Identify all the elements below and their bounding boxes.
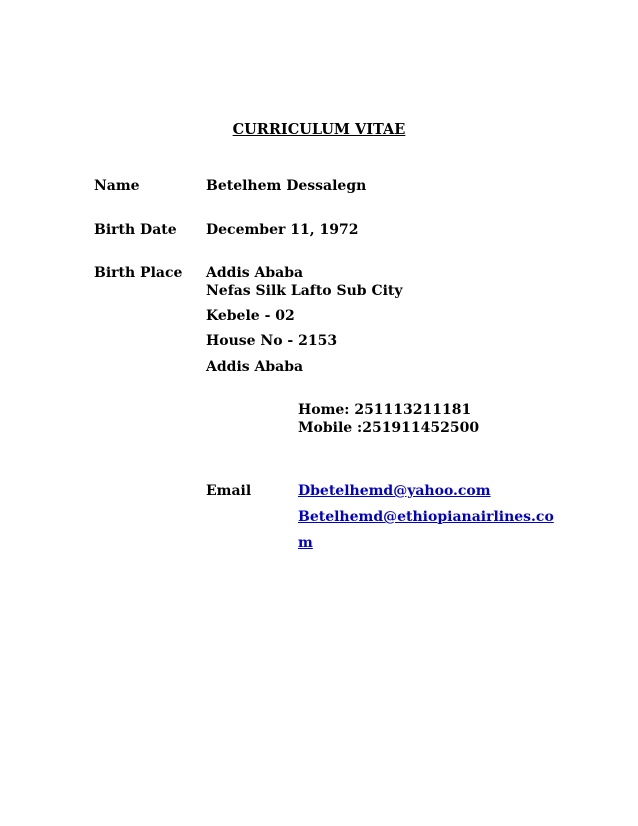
name-label: Name xyxy=(94,178,140,194)
birth-place-line: Nefas Silk Lafto Sub City xyxy=(206,283,403,299)
email-link-primary[interactable]: Dbetelhemd@yahoo.com xyxy=(298,483,491,499)
email-link-secondary-wrap[interactable]: m xyxy=(298,535,313,551)
birth-place-line: House No - 2153 xyxy=(206,333,338,349)
birth-place-line: Kebele - 02 xyxy=(206,308,295,324)
birth-place-line: Addis Ababa xyxy=(206,359,304,375)
birth-place-label: Birth Place xyxy=(94,265,183,281)
page-title: CURRICULUM VITAE xyxy=(232,121,406,138)
name-value: Betelhem Dessalegn xyxy=(206,178,367,194)
birth-place-line: Addis Ababa xyxy=(206,265,304,281)
email-label: Email xyxy=(206,483,252,499)
birth-date-value: December 11, 1972 xyxy=(206,222,359,238)
email-link-secondary[interactable]: Betelhemd@ethiopianairlines.co xyxy=(298,509,554,525)
home-phone: Home: 251113211181 xyxy=(298,402,472,418)
mobile-phone: Mobile :251911452500 xyxy=(298,420,480,436)
birth-date-label: Birth Date xyxy=(94,222,177,238)
